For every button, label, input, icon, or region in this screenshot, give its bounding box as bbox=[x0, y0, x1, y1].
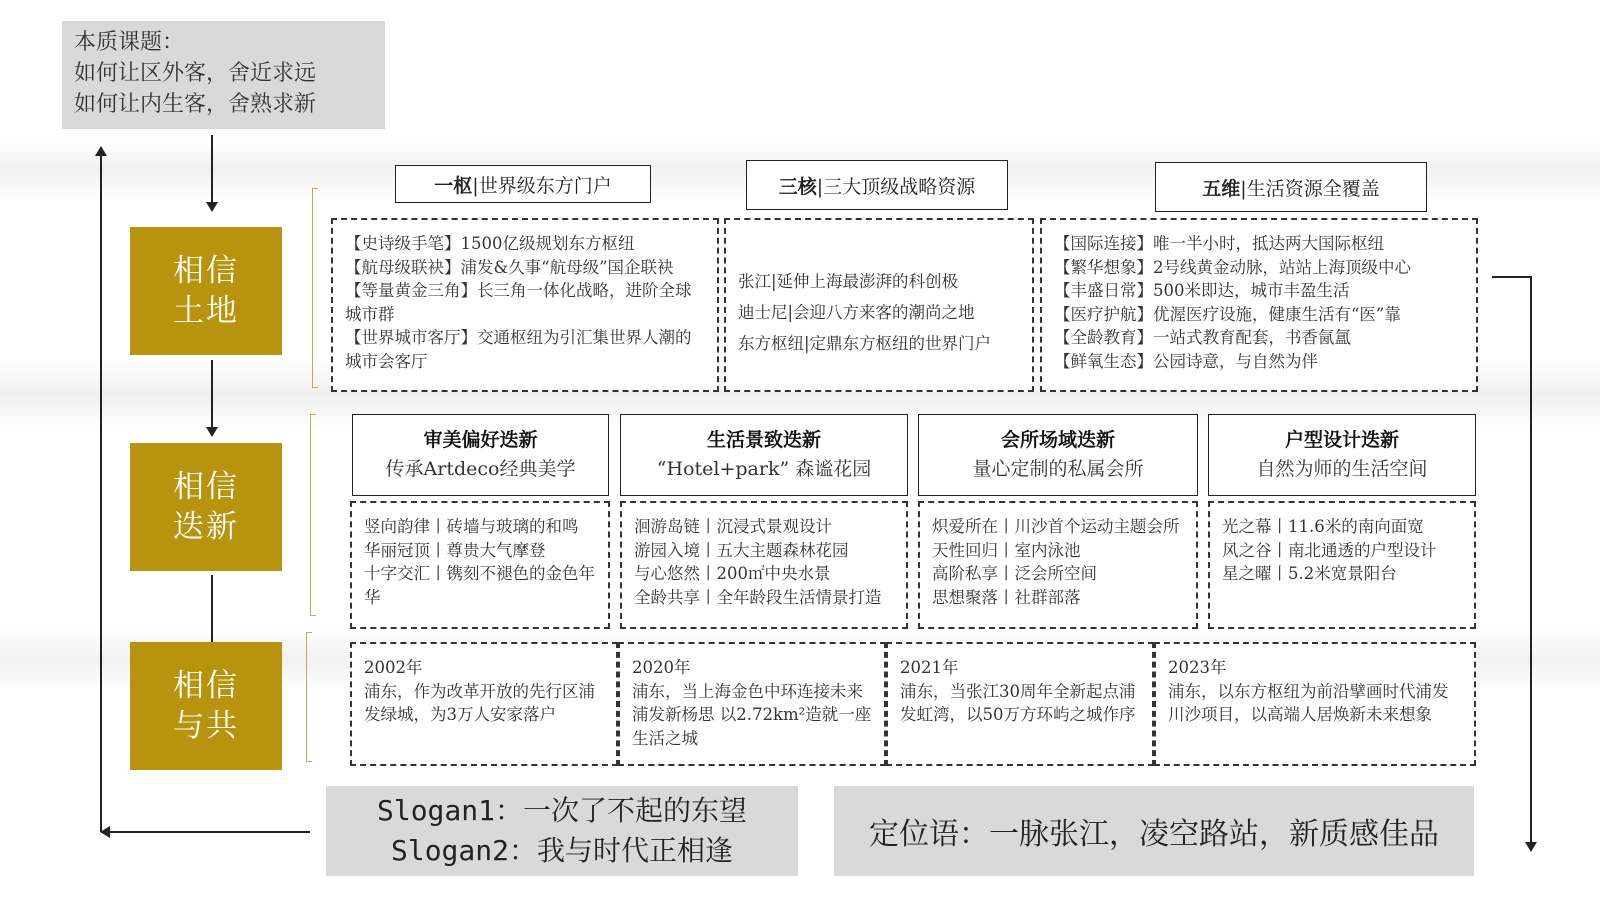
pillar-landscape bbox=[620, 414, 908, 496]
arrowhead-down-icon bbox=[1525, 842, 1537, 852]
year-text: 浦东，作为改革开放的先行区浦发绿城，为3万人安家落户 bbox=[364, 681, 595, 724]
panel-line: 【国际连接】唯一半小时，抵达两大国际枢纽 bbox=[1054, 234, 1384, 253]
land-panel-dimensions bbox=[1040, 218, 1478, 392]
pillar-title: 户型设计迭新 bbox=[1284, 429, 1399, 451]
panel-line: 天性回归丨室内泳池 bbox=[932, 540, 1081, 560]
panel-line: 【繁华想象】2号线黄金动脉，站站上海顶级中心 bbox=[1054, 257, 1411, 277]
land-panel-hub bbox=[331, 218, 719, 392]
pillar-floorplan bbox=[1208, 414, 1476, 496]
panel-line: 【世界城市客厅】交通枢纽为引汇集世界人潮的城市会客厅 bbox=[345, 328, 692, 371]
panel-line: 【全龄教育】一站式教育配套，书香氤氲 bbox=[1054, 328, 1351, 347]
positioning-box bbox=[834, 786, 1474, 876]
header-rest: |世界级东方门户 bbox=[472, 174, 612, 197]
bracket bbox=[312, 188, 318, 388]
core-question-title: 本质课题： bbox=[74, 30, 185, 55]
slogan-box bbox=[326, 786, 798, 876]
panel-line: 十字交汇丨镌刻不褪色的金色年华 bbox=[364, 564, 595, 607]
panel-line: 风之谷丨南北通透的户型设计 bbox=[1222, 540, 1437, 560]
pillar-title: 生活景致迭新 bbox=[706, 429, 821, 451]
arrow-renew-to-together bbox=[211, 575, 213, 645]
left-loop-line bbox=[100, 152, 102, 832]
year-panel-2020 bbox=[618, 642, 886, 766]
panel-line: 洄游岛链丨沉浸式景观设计 bbox=[634, 517, 832, 536]
believe-together-box bbox=[130, 642, 282, 770]
arrow-land-to-renew bbox=[211, 360, 213, 428]
header-rest: |生活资源全覆盖 bbox=[1240, 177, 1380, 200]
year-panel-2023 bbox=[1154, 642, 1476, 766]
right-flow-line bbox=[1530, 276, 1532, 842]
arrowhead-icon bbox=[206, 202, 218, 212]
gold-box-line: 与共 bbox=[173, 708, 239, 744]
panel-line: 【丰盛日常】500米即达，城市丰盈生活 bbox=[1054, 281, 1350, 300]
believe-land-box bbox=[130, 227, 282, 355]
pillar-panel-clubhouse bbox=[918, 501, 1198, 629]
header-bold: 一枢 bbox=[434, 174, 473, 197]
year-label: 2023年 bbox=[1168, 658, 1227, 677]
arrowhead-up-icon bbox=[95, 146, 107, 156]
left-loop-bottom-line bbox=[108, 831, 310, 833]
panel-line: 全龄共享丨全年龄段生活情景打造 bbox=[634, 587, 882, 607]
year-text: 浦东，当张江30周年全新起点浦发虹湾，以50万方环屿之城作序 bbox=[900, 681, 1136, 724]
panel-line: 竖向韵律丨砖墙与玻璃的和鸣 bbox=[364, 517, 579, 536]
year-text: 浦东，当上海金色中环连接未来浦发新杨思 以2.72km²造就一座生活之城 bbox=[632, 681, 872, 748]
arrowhead-left-icon bbox=[100, 826, 110, 838]
panel-line: 思想聚落丨社群部落 bbox=[932, 587, 1081, 607]
believe-renew-box bbox=[130, 443, 282, 571]
positioning-text: 定位语：一脉张江，凌空路站，新质感佳品 bbox=[869, 817, 1439, 852]
panel-line: 东方枢纽|定鼎东方枢纽的世界门户 bbox=[738, 334, 992, 353]
land-panel-cores bbox=[724, 218, 1034, 392]
panel-line: 张江|延伸上海最澎湃的科创极 bbox=[738, 272, 959, 291]
panel-line: 高阶私享丨泛会所空间 bbox=[932, 564, 1097, 583]
core-question-box bbox=[62, 21, 385, 129]
panel-line: 迪士尼|会迎八方来客的潮尚之地 bbox=[738, 303, 975, 322]
panel-line: 炽爱所在丨川沙首个运动主题会所 bbox=[932, 517, 1180, 536]
pillar-title: 审美偏好迭新 bbox=[423, 429, 538, 451]
slogan-line: Slogan2：我与时代正相逢 bbox=[390, 834, 733, 867]
pillar-aesthetic bbox=[352, 414, 609, 496]
bracket bbox=[310, 414, 316, 616]
land-header-hub bbox=[395, 165, 651, 203]
panel-line: 【鲜氧生态】公园诗意，与自然为伴 bbox=[1054, 351, 1318, 371]
core-question-line-1: 如何让区外客，舍近求远 bbox=[74, 61, 317, 86]
panel-line: 与心悠然丨200㎡中央水景 bbox=[634, 564, 831, 583]
year-label: 2021年 bbox=[900, 658, 959, 677]
gold-box-line: 相信 bbox=[173, 469, 239, 505]
panel-line: 星之曜丨5.2米宽景阳台 bbox=[1222, 564, 1397, 583]
pillar-panel-floorplan bbox=[1208, 501, 1476, 629]
header-bold: 五维 bbox=[1202, 177, 1241, 200]
panel-line: 【航母级联袂】浦发&久事“航母级”国企联袂 bbox=[345, 257, 674, 277]
year-panel-2021 bbox=[886, 642, 1154, 766]
panel-line: 游园入境丨五大主题森林花园 bbox=[634, 540, 849, 560]
pillar-panel-aesthetic bbox=[350, 501, 610, 629]
gold-box-line: 相信 bbox=[173, 668, 239, 704]
panel-line: 【史诗级手笔】1500亿级规划东方枢纽 bbox=[345, 234, 635, 253]
year-text: 浦东，以东方枢纽为前沿擘画时代浦发川沙项目，以高端人居焕新未来想象 bbox=[1168, 681, 1449, 724]
land-header-dimensions bbox=[1155, 162, 1427, 212]
year-panel-2002 bbox=[350, 642, 618, 766]
header-rest: |三大顶级战略资源 bbox=[816, 175, 976, 198]
right-flow-top-line bbox=[1492, 276, 1532, 278]
panel-line: 【医疗护航】优渥医疗设施，健康生活有“医”靠 bbox=[1054, 304, 1401, 324]
pillar-subtitle: “Hotel+park” 森谧花园 bbox=[656, 458, 872, 480]
pillar-subtitle: 自然为师的生活空间 bbox=[1256, 458, 1428, 480]
gold-box-line: 迭新 bbox=[173, 509, 239, 545]
arrow-question-to-land bbox=[211, 135, 213, 203]
pillar-clubhouse bbox=[918, 414, 1198, 496]
panel-line: 华丽冠顶丨尊贵大气摩登 bbox=[364, 540, 546, 560]
pillar-subtitle: 量心定制的私属会所 bbox=[972, 458, 1144, 480]
bracket bbox=[306, 632, 312, 762]
panel-line: 光之幕丨11.6米的南向面宽 bbox=[1222, 517, 1424, 536]
year-label: 2020年 bbox=[632, 658, 691, 677]
gold-box-line: 土地 bbox=[173, 293, 239, 329]
pillar-panel-landscape bbox=[620, 501, 908, 629]
slogan-line: Slogan1：一次了不起的东望 bbox=[376, 794, 747, 827]
panel-line: 【等量黄金三角】长三角一体化战略，进阶全球城市群 bbox=[345, 281, 692, 324]
pillar-title: 会所场域迭新 bbox=[1000, 429, 1115, 451]
core-question-line-2: 如何让内生客，舍熟求新 bbox=[74, 92, 317, 117]
gold-box-line: 相信 bbox=[173, 253, 239, 289]
pillar-subtitle: 传承Artdeco经典美学 bbox=[385, 458, 576, 480]
header-bold: 三核 bbox=[778, 175, 817, 198]
land-header-cores bbox=[746, 160, 1008, 210]
year-label: 2002年 bbox=[364, 658, 423, 677]
arrowhead-icon bbox=[206, 427, 218, 437]
